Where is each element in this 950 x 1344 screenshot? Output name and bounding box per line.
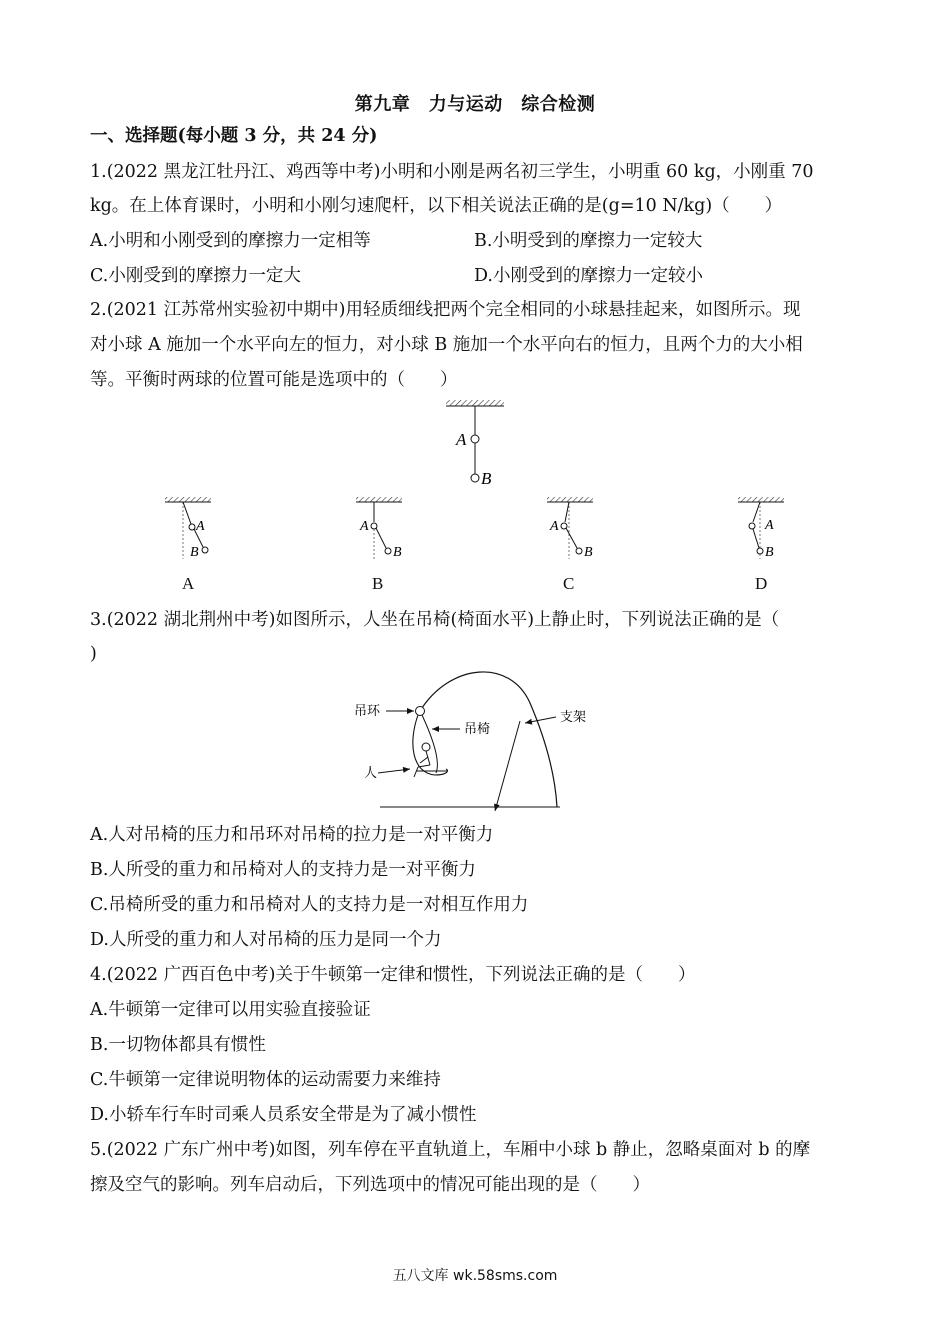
q2-option-b-figure [354, 495, 409, 565]
q3-option-b: B.人所受的重力和吊椅对人的支持力是一对平衡力 [90, 860, 476, 880]
q2-main-figure [440, 398, 510, 493]
q3-label-ring: 吊环 [354, 704, 381, 719]
q4-option-b: B.一切物体都具有惯性 [90, 1035, 266, 1055]
q3-label-frame: 支架 [560, 710, 587, 725]
q2-line3: 等。平衡时两球的位置可能是选项中的（ ） [90, 370, 458, 390]
q5-line1: 5.(2022 广东广州中考)如图，列车停在平直轨道上，车厢中小球 b 静止，忽略桌面对 b 的摩 [90, 1140, 811, 1160]
q1-option-d: D.小刚受到的摩擦力一定较小 [474, 266, 703, 286]
q2-option-c-figure [545, 495, 600, 565]
q1-option-a: A.小明和小刚受到的摩擦力一定相等 [90, 231, 371, 251]
q4-line1: 4.(2022 广西百色中考)关于牛顿第一定律和惯性，下列说法正确的是（ ） [90, 965, 696, 985]
q3-line1: 3.(2022 湖北荆州中考)如图所示，人坐在吊椅(椅面水平)上静止时，下列说法正确的是（ [90, 610, 780, 630]
q2-caption-d: D [755, 574, 768, 593]
q1-option-b: B.小明受到的摩擦力一定较大 [474, 231, 703, 251]
q3-swing-chair-figure [350, 663, 610, 813]
q2-label-a: A [456, 430, 467, 449]
q2a-label-a: A [196, 519, 205, 534]
q5-line2: 擦及空气的影响。列车启动后，下列选项中的情况可能出现的是（ ） [90, 1175, 650, 1195]
q2d-label-b: B [765, 545, 774, 560]
q3-line2: ) [90, 644, 97, 664]
q1-option-c: C.小刚受到的摩擦力一定大 [90, 266, 301, 286]
q3-label-chair: 吊椅 [464, 722, 491, 737]
q3-option-a: A.人对吊椅的压力和吊环对吊椅的拉力是一对平衡力 [90, 825, 494, 845]
q3-option-d: D.人所受的重力和人对吊椅的压力是同一个力 [90, 930, 442, 950]
q2-line2: 对小球 A 施加一个水平向左的恒力，对小球 B 施加一个水平向右的恒力，且两个力的大小相 [90, 335, 803, 355]
q2-caption-c: C [563, 574, 575, 593]
q2-caption-a: A [182, 574, 195, 593]
q2a-label-b: B [190, 545, 199, 560]
q2-line1: 2.(2021 江苏常州实验初中期中)用轻质细线把两个完全相同的小球悬挂起来，如图所示。现 [90, 300, 801, 320]
q2b-label-b: B [393, 545, 402, 560]
q2-option-a-figure [163, 495, 218, 565]
q3-label-person: 人 [364, 766, 378, 781]
q4-option-d: D.小轿车行车时司乘人员系安全带是为了减小惯性 [90, 1105, 477, 1125]
q3-option-c: C.吊椅所受的重力和吊椅对人的支持力是一对相互作用力 [90, 895, 529, 915]
q2-label-b: B [481, 469, 492, 488]
q2d-label-a: A [765, 518, 774, 533]
q2c-label-b: B [584, 545, 593, 560]
q1-line1: 1.(2022 黑龙江牡丹江、鸡西等中考)小明和小刚是两名初三学生，小明重 60 kg，小刚重 70 [90, 162, 814, 182]
page-title: 第九章 力与运动 综合检测 [354, 94, 596, 115]
q2c-label-a: A [550, 519, 559, 534]
q2b-label-a: A [360, 519, 369, 534]
q1-line2: kg。在上体育课时，小明和小刚匀速爬杆，以下相关说法正确的是(g=10 N/kg)（ ） [90, 196, 783, 216]
q4-option-a: A.牛顿第一定律可以用实验直接验证 [90, 1000, 371, 1020]
page-footer: 五八文库 wk.58sms.com [392, 1268, 558, 1284]
section-heading: 一、选择题(每小题 3 分，共 24 分) [90, 126, 378, 146]
q2-caption-b: B [372, 574, 384, 593]
q2-option-d-figure [736, 495, 791, 565]
q4-option-c: C.牛顿第一定律说明物体的运动需要力来维持 [90, 1070, 441, 1090]
